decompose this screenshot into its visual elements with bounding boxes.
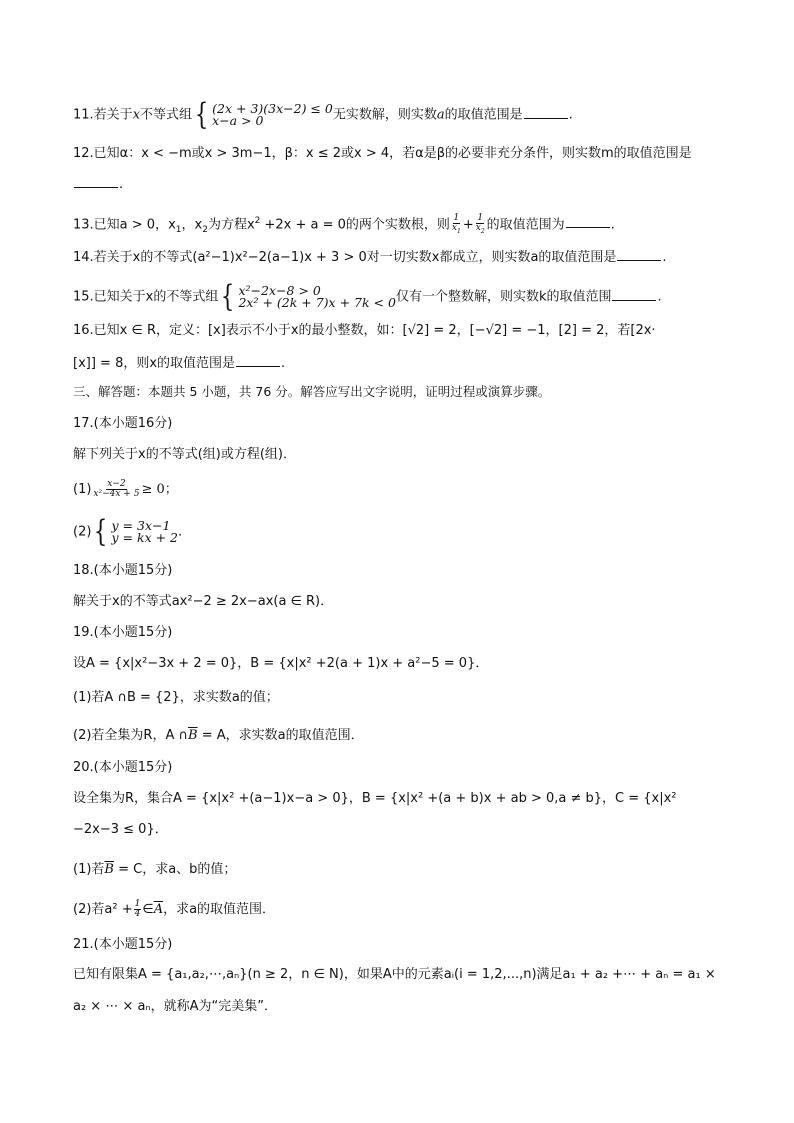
q20-p2-numerator: 1: [134, 899, 141, 909]
q15-text-pre: 15.已知关于x的不等式组: [73, 289, 219, 305]
answer-blank-15[interactable]: [612, 288, 656, 301]
q16-text-line1: 16.已知x ∈ R，定义：[x]表示不小于x的最小整数，如：[√2] = 2，[−√2] = −1，[2] = 2，若[2x·: [73, 323, 656, 338]
q13-text-mid2: 为方程x: [207, 217, 255, 233]
q19-p2-pre: (2)若全集为R，A ∩: [73, 728, 188, 743]
question-14: [73, 248, 667, 267]
q13-text-mid: ，x: [181, 217, 203, 233]
q19-def-text: 设A = {x|x²−3x + 2 = 0}，B = {x|x² +2(a + 1)x + a²−5 = 0}．: [73, 656, 489, 671]
question-12: [73, 145, 692, 163]
q11-row2: x−a > 0: [212, 113, 264, 128]
q11-text-pre: 11.若关于: [73, 107, 133, 123]
q18-title: [73, 562, 172, 580]
q17-p2-row1: y = 3x−1: [111, 518, 171, 533]
q11-text-mid1: 不等式组: [140, 107, 193, 123]
q13-text-mid3: +2x + a = 0的两个实数根，则: [260, 217, 450, 233]
q20-p2-pre: (2)若a² +: [73, 902, 133, 917]
q13-end: .: [610, 217, 615, 233]
q20-p2-mid: ∈: [142, 902, 154, 917]
q19-p2-post: = A，求实数a的取值范围．: [197, 728, 364, 743]
q17-p1-label: (1): [73, 482, 92, 497]
section-3-heading: [73, 383, 550, 401]
q19-part-2: [73, 727, 364, 745]
q20-p1-post: = C，求a、b的值；: [113, 862, 237, 877]
q12-text: 12.已知α：x < −m或x > 3m−1，β：x ≤ 2或x > 4，若α是β的必要非充分条件，则实数m的取值范围是: [73, 146, 692, 161]
question-15: [73, 279, 662, 314]
q19-title: [73, 624, 172, 642]
section-3-heading-text: 三、解答题：本题共 5 小题，共 76 分。解答应写出文字说明，证明过程或演算步骤。: [73, 384, 551, 399]
q15-text-post: 仅有一个整数解，则实数k的取值范围: [395, 289, 612, 305]
q18-title-text: 18.(本小题15分): [73, 563, 173, 578]
question-16: [73, 322, 656, 340]
q20-complement-a: $\overline{A}$: [153, 902, 164, 917]
q12-end: .: [119, 177, 124, 192]
answer-blank-11[interactable]: [524, 106, 568, 119]
q17-p1-relation: ≥ 0；: [141, 482, 178, 497]
q17-p1-fraction: [92, 480, 140, 499]
q20-part-1: [73, 861, 236, 879]
q17-p2-end: .: [178, 524, 183, 540]
q20-complement-b: $\overline{B}$: [104, 862, 114, 877]
q21-title: [73, 936, 172, 954]
q21-line2-text: a₂ × ⋯ × aₙ，就称A为“完美集”．: [73, 999, 278, 1014]
answer-blank-14[interactable]: [617, 248, 661, 261]
q20-def1-text: 设全集为R，集合A = {x|x² +(a−1)x−a > 0}，B = {x|x² +(a + b)x + ab > 0,a ≠ b}，C = {x|x²: [73, 791, 677, 806]
q20-definition-2: [73, 821, 168, 839]
q21-line1-text: 已知有限集A = {a₁,a₂,⋯,aₙ}(n ≥ 2，n ∈ N)，如果A中的元素aᵢ(i = 1,2,...,n)满足a₁ + a₂ +⋯ + aₙ = a₁ ×: [73, 967, 716, 982]
q15-row1: x²−2x−8 > 0: [238, 283, 321, 298]
q15-row2: 2x² + (2k + 7)x + 7k < 0: [238, 295, 396, 310]
q16-text-line2: [x]] = 8，则x的取值范围是: [73, 356, 236, 371]
q16-end: .: [281, 356, 286, 371]
q13-text-pre: 13.已知a > 0，x: [73, 217, 176, 233]
q17-title-text: 17.(本小题16分): [73, 416, 173, 431]
q11-end: .: [568, 107, 573, 123]
q20-definition-1: [73, 790, 677, 808]
q17-p2-row2: y = kx + 2: [111, 530, 178, 545]
q13-fraction-2: $\frac{1}{x_2}$: [475, 212, 485, 235]
answer-blank-12[interactable]: [74, 175, 118, 188]
q19-title-text: 19.(本小题15分): [73, 625, 173, 640]
question-12-cont: [73, 175, 123, 194]
q17-part-2: [73, 514, 183, 549]
q19-p1-text: (1)若A ∩B = {2}，求实数a的值；: [73, 690, 279, 705]
q19-definition: [73, 655, 488, 673]
q17-p2-system: { y = 3x−1 y = kx + 2: [94, 514, 178, 549]
q21-line-1: [73, 966, 716, 984]
question-16-cont: [73, 354, 285, 373]
q17-title: [73, 415, 172, 433]
q20-part-2: [73, 900, 275, 919]
q19-complement-b: $\overline{B}$: [188, 728, 198, 743]
q14-end: .: [662, 250, 667, 265]
q17-p2-label: (2): [73, 524, 92, 540]
q13-text-post: 的取值范围为: [486, 217, 565, 233]
q21-title-text: 21.(本小题15分): [73, 937, 173, 952]
answer-blank-13[interactable]: [566, 215, 610, 228]
q20-def2-text: −2x−3 ≤ 0}．: [73, 822, 168, 837]
q11-text-post: 的取值范围是: [444, 107, 523, 123]
q11-row1: (2x + 3)(3x−2) ≤ 0: [212, 101, 333, 116]
q14-text: 14.若关于x的不等式(a²−1)x²−2(a−1)x + 3 > 0对一切实数x都成立，则实数a的取值范围是: [73, 250, 617, 265]
q13-fraction-1: $\frac{1}{x_1}$: [451, 212, 461, 235]
q17-intro: [73, 446, 296, 464]
q15-inequality-system: { x²−2x−8 > 0 2x² + (2k + 7)x + 7k < 0: [221, 279, 396, 314]
q11-inequality-system: { (2x + 3)(3x−2) ≤ 0 x−a > 0: [194, 97, 333, 132]
q20-p2-denominator: 4: [134, 909, 141, 919]
q20-p2-fraction: [134, 900, 142, 919]
q18-body: [73, 593, 333, 611]
q20-title: [73, 759, 172, 777]
q20-p1-pre: (1)若: [73, 862, 105, 877]
q15-end: .: [657, 289, 662, 305]
q20-title-text: 20.(本小题15分): [73, 760, 173, 775]
q11-text-mid2: 无实数解，则实数: [332, 107, 437, 123]
q20-p2-post: ，求a的取值范围．: [163, 902, 276, 917]
q19-part-1: [73, 689, 279, 707]
q17-p1-denominator: x²−4x + 5: [93, 489, 140, 499]
q17-intro-text: 解下列关于x的不等式(组)或方程(组)．: [73, 447, 296, 462]
question-11: 11.若关于x不等式组 { (2x + 3)(3x−2) ≤ 0 x−a > 0 无实数解，则实数a的取值范围是 .: [73, 97, 573, 132]
question-13: 13.已知a > 0，$x_1$，$x_2$为方程$x^2 +2x + a = 0$的两个实数根，则 $\frac{1}{x_1}$ + $\frac{1}{x_2}$ 的取值范围为 .: [73, 212, 615, 235]
q18-text: 解关于x的不等式ax²−2 ≥ 2x−ax(a ∈ R)．: [73, 594, 334, 609]
q17-part-1: [73, 480, 178, 499]
answer-blank-16[interactable]: [236, 354, 280, 367]
q21-line-2: [73, 998, 277, 1016]
q17-p1-numerator: x−2: [107, 479, 126, 489]
